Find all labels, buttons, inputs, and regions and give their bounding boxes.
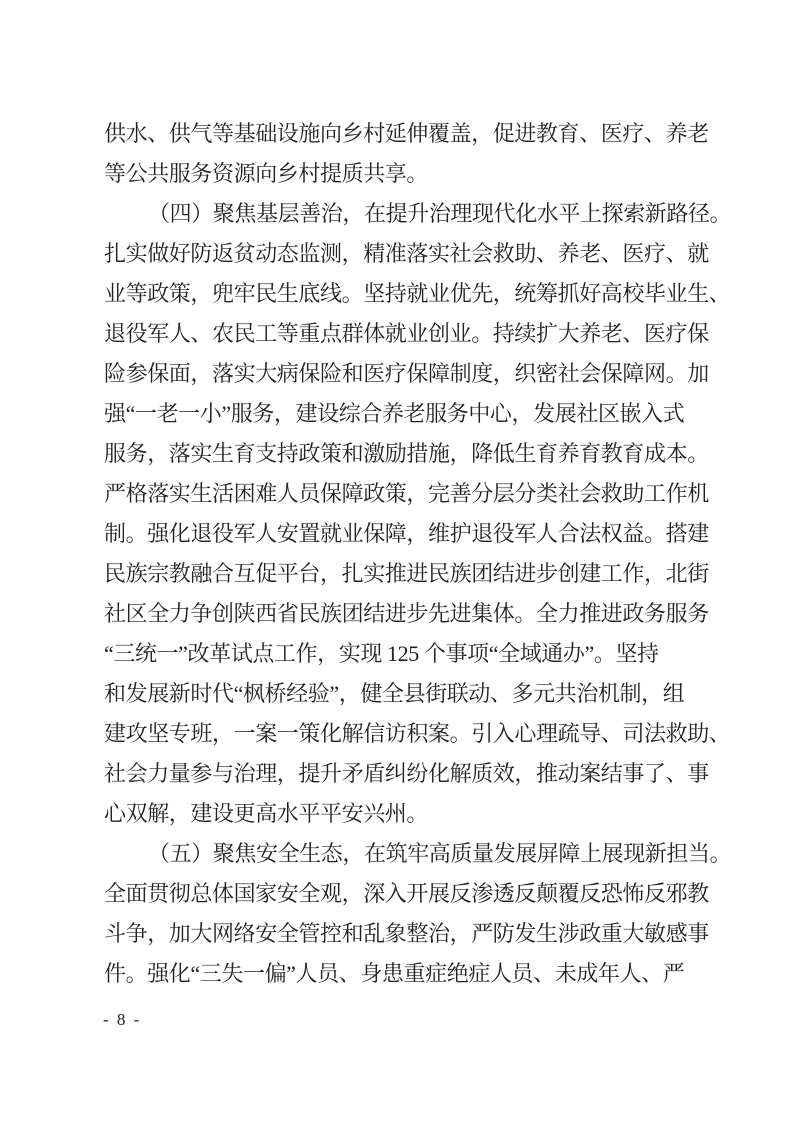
document-line: 等公共服务资源向乡村提质共享。 [104,161,429,186]
document-line: 扎实做好防返贫动态监测，精准落实社会救助、养老、医疗、就 [104,241,709,266]
document-line: 社会力量参与治理，提升矛盾纠纷化解质效，推动案结事了、事 [104,761,709,786]
document-line: 业等政策，兜牢民生底线。坚持就业优先，统筹抓好高校毕业生、 [104,281,731,306]
document-line: 退役军人、农民工等重点群体就业创业。持续扩大养老、医疗保 [104,321,709,346]
document-subheading: （四）聚焦基层善治，在提升治理现代化水平上探索新路径。 [148,201,732,226]
document-line: 制。强化退役军人安置就业保障，维护退役军人合法权益。搭建 [104,521,709,546]
document-line: 服务，落实生育支持政策和激励措施，降低生育养育教育成本。 [104,441,709,466]
document-line: 全面贯彻总体国家安全观，深入开展反渗透反颠覆反恐怖反邪教 [104,881,709,906]
page-number: - 8 - [103,1010,142,1029]
document-line: 斗争，加大网络安全管控和乱象整治，严防发生涉政重大敏感事 [104,921,709,946]
document-subheading: （五）聚焦安全生态，在筑牢高质量发展屏障上展现新担当。 [148,841,732,866]
document-line: 强“一老一小”服务，建设综合养老服务中心，发展社区嵌入式 [104,401,685,426]
document-line: 心双解，建设更高水平平安兴州。 [104,801,429,826]
document-line: 民族宗教融合互促平台，扎实推进民族团结进步创建工作，北街 [104,561,709,586]
document-line: “三统一”改革试点工作，实现 125 个事项“全域通办”。坚持 [104,641,659,666]
document-line: 严格落实生活困难人员保障政策，完善分层分类社会救助工作机 [104,481,709,506]
document-line: 建攻坚专班，一案一策化解信访积案。引入心理疏导、司法救助、 [104,721,731,746]
document-line: 险参保面，落实大病保险和医疗保障制度，织密社会保障网。加 [104,361,709,386]
document-body [104,114,732,994]
document-line: 件。强化“三失一偏”人员、身患重症绝症人员、未成年人、严 [104,961,685,986]
document-line: 和发展新时代“枫桥经验”，健全县街联动、多元共治机制，组 [104,681,685,706]
document-line: 社区全力争创陕西省民族团结进步先进集体。全力推进政务服务 [104,601,709,626]
document-line: 供水、供气等基础设施向乡村延伸覆盖，促进教育、医疗、养老 [104,121,709,146]
